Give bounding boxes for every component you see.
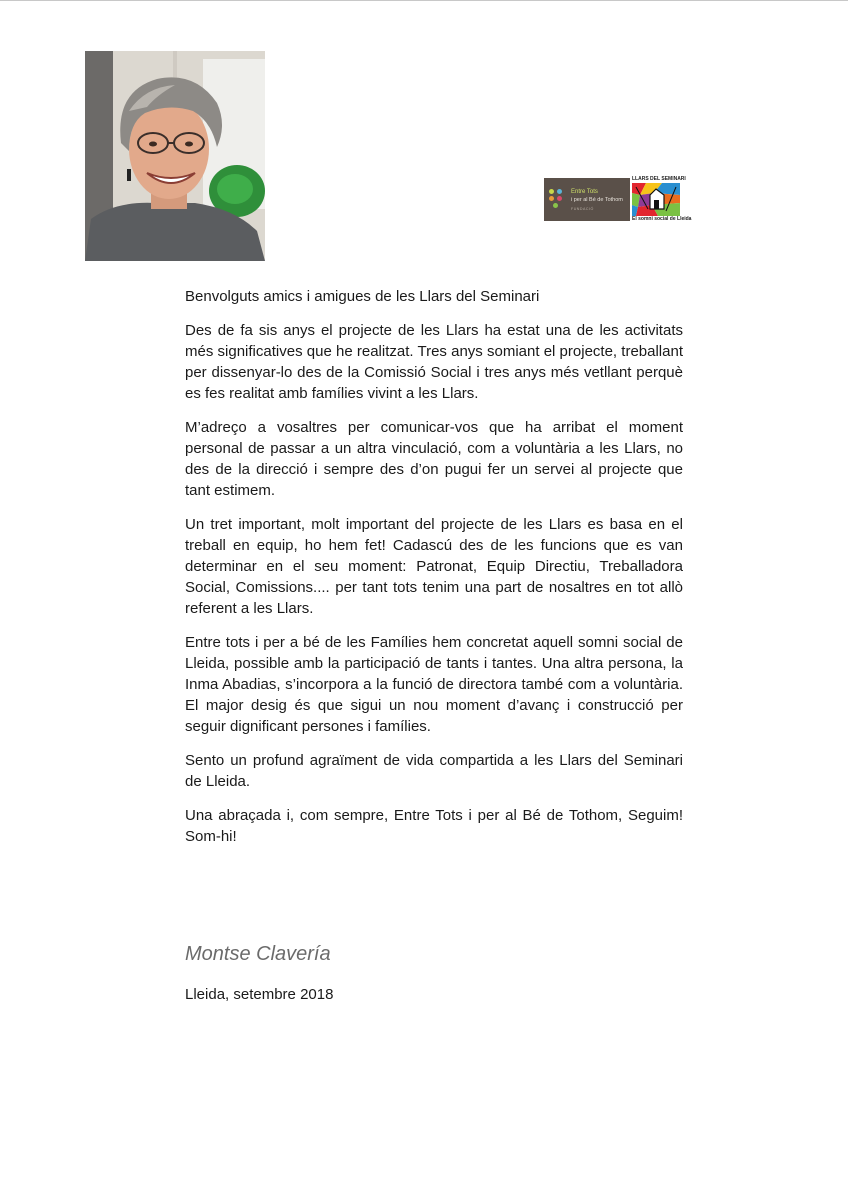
- letter-paragraph: Entre tots i per a bé de les Famílies hem concretat aquell somni social de Lleida, possible amb la participació de tants i tantes. Una altra persona, la Inma Abadias, s’incorpora a la funció de directora també com a voluntària. El major desig és que sigui un nou moment d’avanç i construcció per seguir dignificant persones i famílies.: [185, 634, 683, 735]
- entre-tots-dots-icon: [549, 189, 565, 209]
- letter-body: [185, 286, 683, 860]
- letter-paragraph: Una abraçada i, com sempre, Entre Tots i per al Bé de Tothom, Seguim! Som-hi!: [185, 807, 683, 845]
- entre-tots-logo-line2: i per al Bé de Tothom: [571, 197, 623, 203]
- letter-signature: Montse Clavería: [185, 943, 331, 965]
- llars-logo-title: LLARS DEL SEMINARI: [632, 176, 686, 182]
- letter-paragraph: Un tret important, molt important del projecte de les Llars es basa en el treball en equip, ho hem fet! Cadascú des de les funcions que es van determinar en el seu moment: Patronat, Equip Directiu, Treballadora Social, Comissions.... per tant tots tenim una part de nosaltres en tot allò referent a les Llars.: [185, 516, 683, 617]
- entre-tots-logo-line3: FUNDACIÓ: [571, 207, 594, 211]
- llars-logo-subtitle: El somni social de Lleida: [632, 216, 692, 222]
- entre-tots-logo: [544, 178, 630, 221]
- portrait-icon: [85, 51, 265, 261]
- page-top-rule: [0, 0, 848, 1]
- letter-greeting: Benvolguts amics i amigues de les Llars del Seminari: [185, 288, 540, 305]
- letter-paragraph: Des de fa sis anys el projecte de les Llars ha estat una de les activitats més significatives que he realitzat. Tres anys somiant el projecte, treballant per dissenyar-lo des de la Comissió Social i tres anys més vetllant perquè es fes realitat amb famílies vivint a les Llars.: [185, 322, 683, 402]
- llars-logo-art-icon: [632, 183, 680, 216]
- portrait-photo: [85, 51, 265, 261]
- letter-paragraph: Sento un profund agraïment de vida compartida a les Llars del Seminari de Lleida.: [185, 752, 683, 790]
- entre-tots-logo-line1: Entre Tots: [571, 189, 598, 195]
- letter-paragraph: M’adreço a vosaltres per comunicar-vos que ha arribat el moment personal de passar a un altra vinculació, com a voluntària a les Llars, no des de la direcció i sempre des d’on pugui fer un servei al projecte que tant estimem.: [185, 419, 683, 499]
- letter-place-date: Lleida, setembre 2018: [185, 986, 334, 1003]
